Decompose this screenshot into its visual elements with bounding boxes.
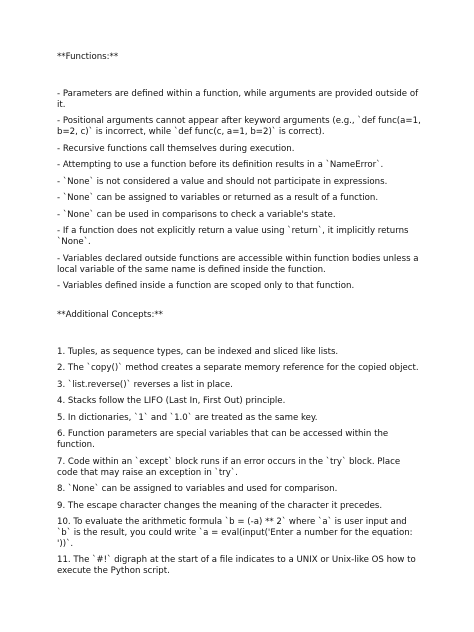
document-page [57,52,423,583]
additional-item: 9. The escape character changes the meaning of the character it precedes. [57,500,383,511]
functions-item: - Recursive functions call themselves during execution. [57,143,295,154]
additional-item: 11. The `#!` digraph at the start of a file indicates to a UNIX or Unix-like OS how to execute the Python script. [57,555,416,577]
additional-item: 2. The `copy()` method creates a separate memory reference for the copied object. [57,363,419,374]
additional-item: 10. To evaluate the arithmetic formula `b = (-a) ** 2` where `a` is user input and `b` is the result, you could write `a = eval(input('Enter a number for the equation: '))`. [57,517,413,549]
functions-item: - Variables declared outside functions are accessible within function bodies unless a local variable of the same name is defined inside the function. [57,253,419,275]
functions-item: - If a function does not explicitly return a value using `return`, it implicitly returns `None`. [57,226,409,248]
functions-item: - `None` can be used in comparisons to check a variable's state. [57,209,336,220]
additional-item: 8. `None` can be assigned to variables and used for comparison. [57,484,338,495]
functions-item: - Positional arguments cannot appear after keyword arguments (e.g., `def func(a=1, b=2, c)` is incorrect, while `def func(c, a=1, b=2)` is correct). [57,116,421,138]
additional-item: 6. Function parameters are special variables that can be accessed within the function. [57,429,389,451]
functions-item: - Variables defined inside a function are scoped only to that function. [57,281,355,292]
functions-item: - `None` is not considered a value and should not participate in expressions. [57,176,388,187]
additional-concepts-heading: **Additional Concepts:** [57,309,163,320]
additional-item: 5. In dictionaries, `1` and `1.0` are treated as the same key. [57,412,318,423]
functions-item: - Parameters are defined within a function, while arguments are provided outside of it. [57,88,419,110]
additional-item: 1. Tuples, as sequence types, can be indexed and sliced like lists. [57,346,339,357]
additional-item: 7. Code within an `except` block runs if an error occurs in the `try` block. Place code that may raise an exception in `try`. [57,456,401,478]
functions-item: - Attempting to use a function before its definition results in a `NameError`. [57,160,384,171]
additional-item: 3. `list.reverse()` reverses a list in place. [57,379,233,390]
functions-item: - `None` can be assigned to variables or returned as a result of a function. [57,193,379,204]
additional-item: 4. Stacks follow the LIFO (Last In, First Out) principle. [57,396,286,407]
functions-heading: **Functions:** [57,52,119,62]
